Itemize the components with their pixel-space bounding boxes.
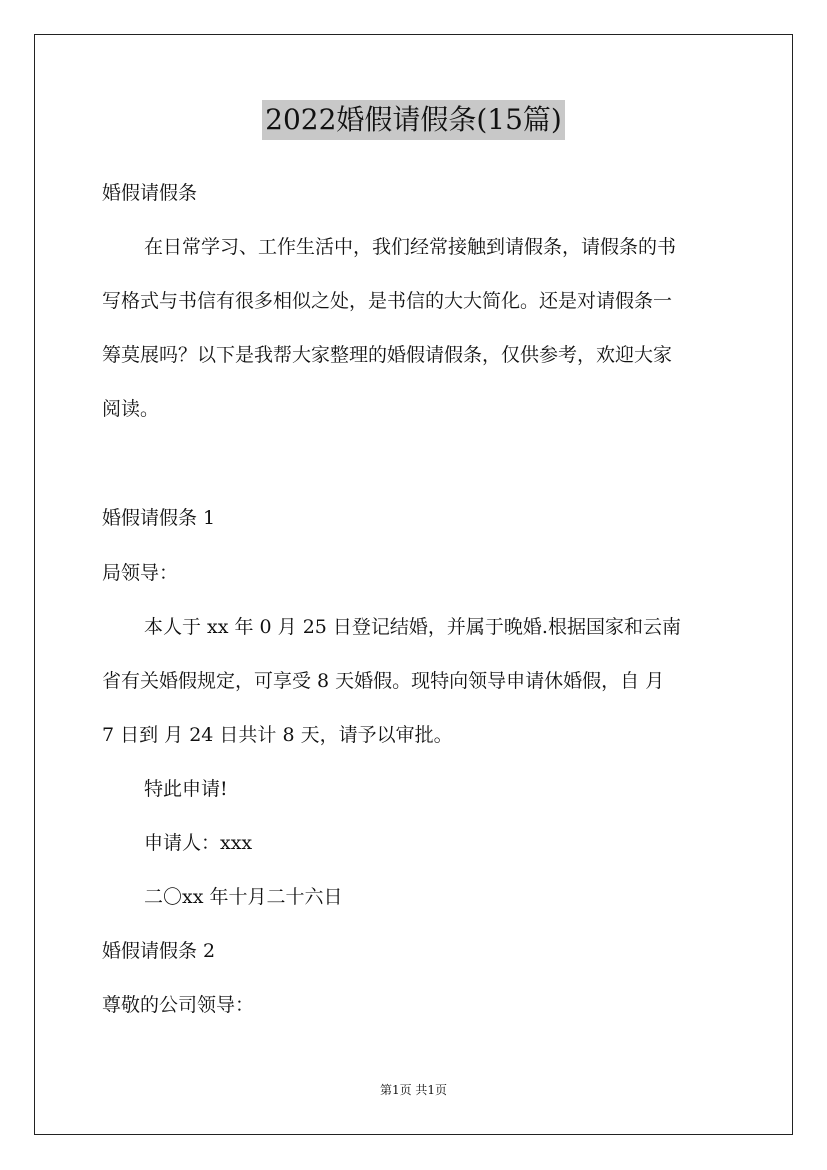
body-paragraph-line: 本人于 xx 年 0 月 25 日登记结婚，并属于晚婚.根据国家和云南	[144, 616, 681, 638]
section-heading-2: 婚假请假条 2	[102, 940, 216, 962]
salutation-2: 尊敬的公司领导：	[102, 994, 255, 1016]
page-footer: 第1页 共1页	[379, 1083, 448, 1097]
intro-paragraph-line: 筹莫展吗？以下是我帮大家整理的婚假请假条，仅供参考，欢迎大家	[102, 344, 673, 366]
closing-line: 特此申请!	[144, 778, 228, 800]
applicant-line: 申请人：xxx	[144, 832, 253, 854]
intro-paragraph-line: 阅读。	[102, 398, 160, 420]
document-title: 2022婚假请假条(15篇)	[262, 100, 565, 140]
date-line: 二〇xx 年十月二十六日	[144, 886, 343, 908]
intro-paragraph-line: 写格式与书信有很多相似之处，是书信的大大简化。还是对请假条一	[102, 290, 673, 312]
body-paragraph-line: 7 日到 月 24 日共计 8 天，请予以审批。	[102, 724, 453, 746]
section-heading: 婚假请假条	[102, 182, 198, 204]
body-paragraph-line: 省有关婚假规定，可享受 8 天婚假。现特向领导申请休婚假，自 月	[102, 670, 665, 692]
section-heading-1: 婚假请假条 1	[102, 507, 216, 529]
intro-paragraph-line: 在日常学习、工作生活中，我们经常接触到请假条，请假条的书	[144, 236, 677, 258]
title-container	[0, 100, 827, 140]
salutation: 局领导：	[102, 562, 179, 584]
